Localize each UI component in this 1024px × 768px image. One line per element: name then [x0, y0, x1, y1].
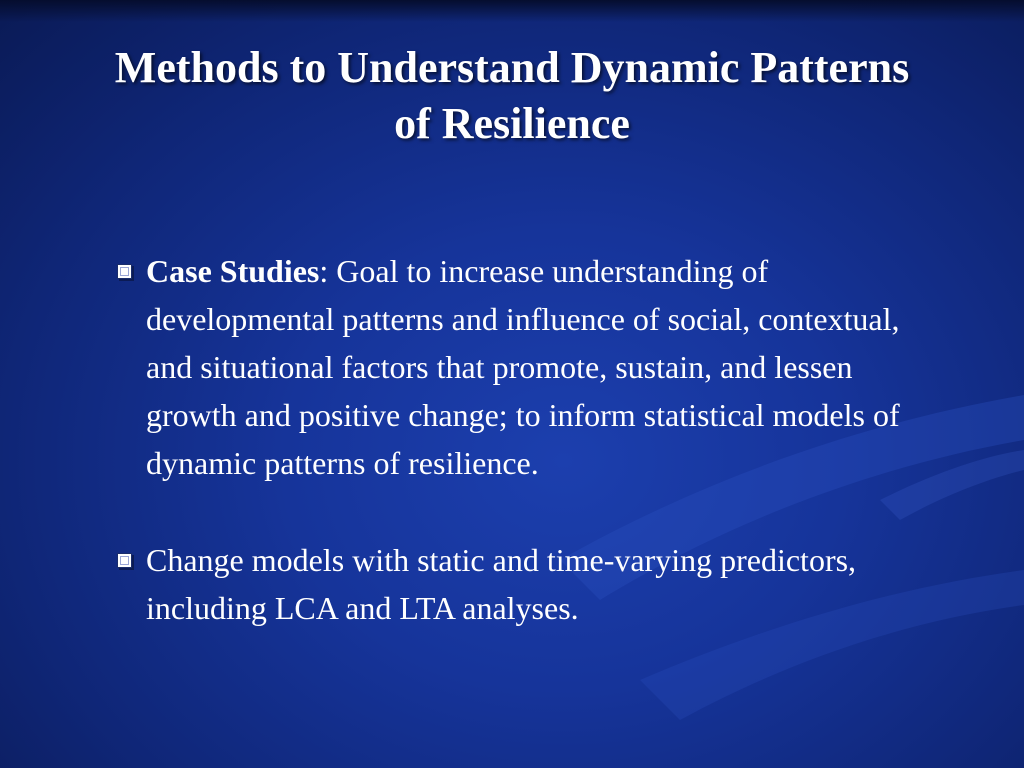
list-item	[115, 247, 935, 487]
list-item	[115, 536, 935, 632]
square-bullet-icon	[117, 264, 132, 279]
bullet-term: Case Studies	[146, 253, 320, 289]
bullet-text: Change models with static and time-varying predictors, including LCA and LTA analyses.	[146, 542, 857, 626]
bullet-list	[115, 247, 935, 632]
bullet-text: Goal to increase understanding of developmental patterns and influence of social, contextual, and situational factors that promote, sustain, and lessen growth and positive change; to inform statistical models of dynamic patterns of resilience.	[146, 253, 900, 481]
slide-title: Methods to Understand Dynamic Patterns of Resilience	[114, 43, 910, 148]
bullet-term-separator: :	[319, 253, 329, 289]
square-bullet-icon	[117, 553, 132, 568]
